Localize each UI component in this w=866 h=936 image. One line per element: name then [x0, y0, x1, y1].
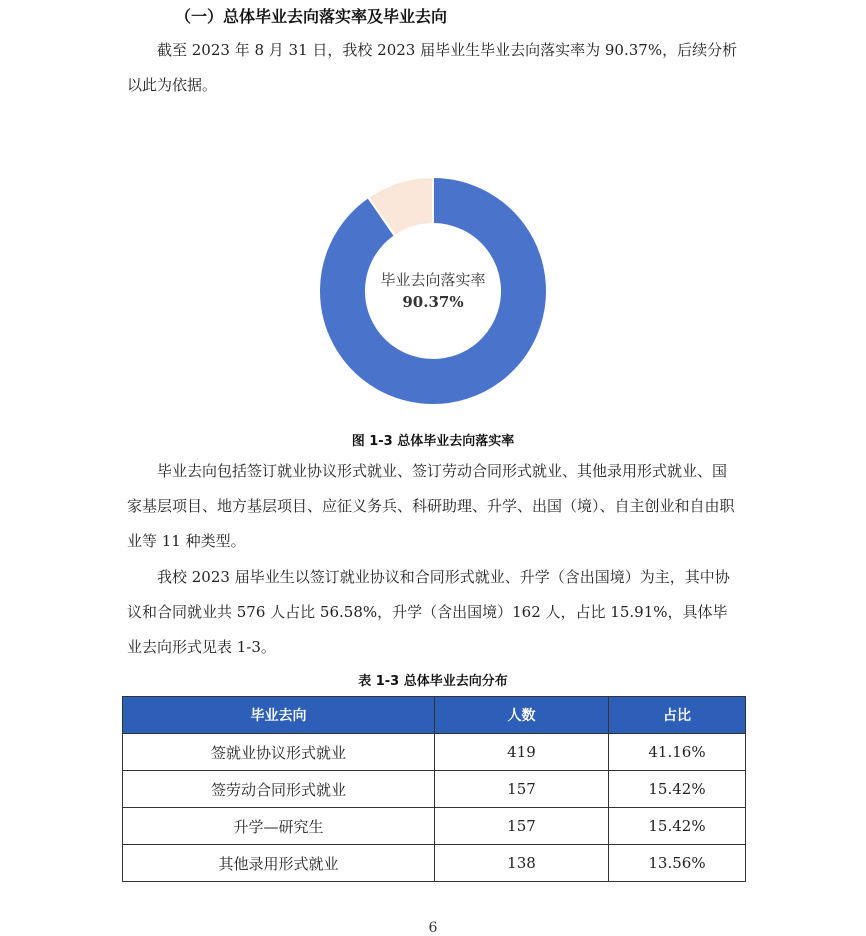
cell-count: 419	[435, 734, 609, 771]
cell-count: 138	[435, 845, 609, 882]
table-row	[123, 734, 746, 771]
cell-percent: 15.42%	[609, 808, 746, 845]
cell-count: 157	[435, 771, 609, 808]
cell-percent: 15.42%	[609, 771, 746, 808]
cell-percent: 13.56%	[609, 845, 746, 882]
page-number: 6	[428, 920, 438, 936]
cell-destination: 签劳动合同形式就业	[123, 771, 435, 808]
header-destination: 毕业去向	[123, 697, 435, 734]
table-row	[123, 808, 746, 845]
paragraph-types	[127, 454, 739, 559]
table-caption: 表 1-3 总体毕业去向分布	[358, 674, 508, 689]
cell-percent: 41.16%	[609, 734, 746, 771]
header-percent: 占比	[609, 697, 746, 734]
table-row	[123, 771, 746, 808]
paragraph-text: 毕业去向包括签订就业协议形式就业、签订劳动合同形式就业、其他录用形式就业、国家基层项目、地方基层项目、应征义务兵、科研助理、升学、出国（境）、自主创业和自由职业等 11 种类型。	[127, 462, 735, 550]
cell-destination: 升学—研究生	[123, 808, 435, 845]
paragraph-text: 我校 2023 届毕业生以签订就业协议和合同形式就业、升学（含出国境）为主，其中协议和合同就业共 576 人占比 56.58%，升学（含出国境）162 人，占比 15.91%，具体毕业去向形式见表 1-3。	[127, 568, 730, 656]
paragraph-text: 截至 2023 年 8 月 31 日，我校 2023 届毕业生毕业去向落实率为 90.37%，后续分析以此为依据。	[127, 41, 738, 94]
table-header-row	[123, 697, 746, 734]
cell-destination: 其他录用形式就业	[123, 845, 435, 882]
paragraph-summary	[127, 560, 739, 665]
donut-chart	[318, 176, 548, 406]
header-count: 人数	[435, 697, 609, 734]
table-row	[123, 845, 746, 882]
distribution-table	[122, 696, 746, 882]
donut-center-label	[318, 269, 548, 313]
cell-count: 157	[435, 808, 609, 845]
donut-center-value: 90.37%	[402, 293, 464, 311]
figure-caption: 图 1-3 总体毕业去向落实率	[351, 434, 515, 449]
section-heading: （一）总体毕业去向落实率及毕业去向	[175, 7, 448, 26]
cell-destination: 签就业协议形式就业	[123, 734, 435, 771]
paragraph-intro	[127, 33, 739, 103]
donut-center-title: 毕业去向落实率	[380, 271, 486, 289]
